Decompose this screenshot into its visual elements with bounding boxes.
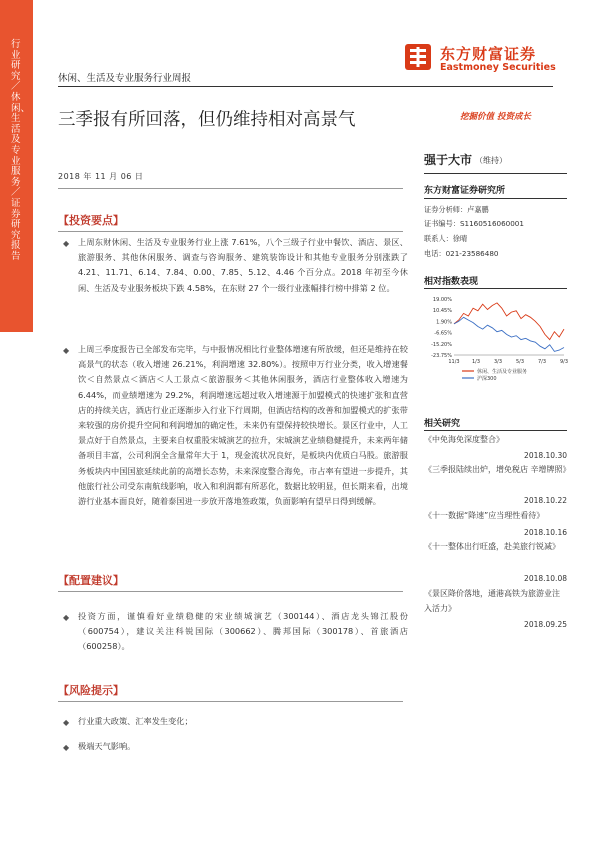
series-line-1 [454, 317, 564, 351]
related-report-title[interactable]: 《十一数据“降速”应当理性看待》 [424, 511, 545, 520]
logo-mark-icon [405, 42, 435, 72]
certificate-number: 证书编号：S1160516060001 [424, 219, 524, 228]
related-report-date: 2018.10.30 [524, 451, 567, 460]
x-tick-label: 7/3 [537, 359, 547, 365]
chart-section-divider [424, 288, 567, 289]
institute-divider [424, 198, 567, 199]
risk-item: 极端天气影响。 [78, 741, 136, 751]
chart-section-title: 相对指数表现 [424, 277, 479, 287]
related-section-divider [424, 430, 567, 431]
allocation-title: 【配置建议】 [58, 574, 124, 587]
contact-phone: 电话：021-23586480 [424, 249, 499, 258]
rating-sub: （维持） [475, 156, 507, 165]
section-divider [58, 701, 403, 702]
bullet-icon: ◆ [63, 718, 70, 727]
logo-text-en: Eastmoney Securities [440, 62, 556, 73]
related-report-title[interactable]: 《三季报陆续出炉，增免税店 辛增牌照》 [424, 465, 571, 474]
bullet-icon: ◆ [63, 239, 70, 248]
allocation-paragraph: 投资方面，谨慎看好业绩稳健的宋业绩城演艺（300144）、酒店龙头锦江股份（600754），建议关注科锐国际（300662）、腾邦国际（300178）、首旅酒店（600258）。 [78, 611, 408, 652]
section-divider [58, 591, 403, 592]
chart-svg [424, 295, 567, 395]
page-title: 三季报有所回落，但仍维持相对高景气 [58, 110, 356, 130]
x-tick-label: 3/3 [493, 359, 503, 365]
x-tick-label: 1/3 [471, 359, 481, 365]
risks-heading [58, 682, 403, 700]
y-tick-label: 1.90% [436, 319, 452, 326]
related-section-title: 相关研究 [424, 419, 461, 429]
report-type: 休闲、生活及专业服务行业周报 [58, 73, 192, 84]
key-point-paragraph: 上周三季度报告已全部发布完毕，与中报情况相比行业整体增速有所放缓，但还是维持在较高景气的状态（收入增速 26.21%，利润增速 32.80%）。按照申万行业分类，收入增速餐饮＜自然景点＜酒店＜人工景点＜旅游服务＜其他休闲服务，酒店行业整体收入增速为 6.44%，而业绩增速为 29.2%，利润增速远超过收入增速源于加盟模式的快速扩张和直营店的持续关店，酒店行业正逐渐步入行业下行周期，但酒店结构的改善和加盟模式的扩张带来较强的房价提升空间和利润增加的确定性，未来仍有望保持较快增长。景区行业中，人工景点好于自然景点，主要来自权重股宋城演艺的拉升，宋城演艺业绩稳健提升，未来两年储备项目丰富，公司利润全含量常年大于 1，现金流状况良好，是板块内优质白马股。旅游服务板块内中国国旅延续此前的高增长态势，未来深度整合海免，市占率有望进一步提升，其他旅行社公司受东南航线影响，收入和利润都有所恶化，数据比较明显，但长期来看，出境游行业基本面良好，随着泰国进一步放开落地签政策，负面影响有望早日得到缓解。 [78, 344, 408, 507]
related-report-title[interactable]: 《中免海免深度整合》 [424, 435, 504, 444]
related-report-title[interactable]: 《十一整体出行旺盛，赴美旅行锐减》 [424, 542, 560, 551]
related-report-title[interactable]: 《景区降价落地，通港高铁为旅游业注入活力》 [424, 589, 560, 613]
risks-title: 【风险提示】 [58, 684, 124, 697]
risk-item: 行业重大政策、汇率发生变化； [78, 716, 193, 726]
header-divider [58, 86, 553, 87]
logo-text-cn: 东方财富证券 [440, 45, 537, 63]
legend-label: 休闲、生活及专业服务 [477, 369, 528, 375]
bullet-icon: ◆ [63, 346, 70, 355]
date-divider [58, 188, 403, 189]
relative-index-chart [424, 295, 567, 395]
related-report-date: 2018.10.22 [524, 496, 567, 505]
institute-name: 东方财富证券研究所 [424, 186, 506, 196]
bullet-icon: ◆ [63, 613, 70, 622]
y-tick-label: -6.65% [434, 330, 452, 337]
legend-label: 沪深300 [477, 376, 497, 382]
rating-main: 强于大市 [424, 153, 473, 167]
key-point-paragraph: 上周东财休闲、生活及专业服务行业上涨 7.61%，八个三级子行业中餐饮、酒店、景区、旅游服务、其他休闲服务、调查与咨询服务、建筑装饰设计和其他专业服务分别涨跌了 4.21、11.71、6.14、7.84、0.00、7.85、5.12、4.46 个百分点。2018 年初至今休闲、生活及专业服务板块下跌 4.58%，在东财 27 个一级行业涨幅排行榜中排第 2 位。 [78, 237, 408, 293]
report-date: 2018 年 11 月 06 日 [58, 172, 144, 181]
analyst-name: 证券分析师：卢嘉鹏 [424, 205, 489, 214]
slogan: 挖掘价值 投资成长 [460, 112, 531, 122]
allocation-heading [58, 572, 403, 590]
bullet-icon: ◆ [63, 743, 70, 752]
y-tick-label: 10.45% [432, 308, 452, 315]
y-tick-label: -15.20% [431, 341, 452, 348]
x-tick-label: 5/3 [515, 359, 525, 365]
key-points-title: 【投资要点】 [58, 214, 124, 227]
related-report-date: 2018.09.25 [524, 620, 567, 629]
side-band [0, 0, 33, 332]
y-tick-label: 19.00% [432, 297, 452, 303]
key-points-heading [58, 212, 403, 230]
section-divider [58, 231, 403, 232]
related-report-date: 2018.10.08 [524, 574, 567, 583]
side-category-text: 行业研究／休闲、生活及专业服务／证券研究报告 [11, 39, 31, 262]
brand-logo [405, 42, 555, 78]
y-tick-label: -23.75% [431, 353, 452, 359]
x-tick-label: 11/3 [448, 359, 460, 365]
x-tick-label: 9/3 [559, 359, 569, 365]
related-report-date: 2018.10.16 [524, 528, 567, 537]
rating-divider [424, 173, 567, 174]
contact-name: 联系人：徐晴 [424, 234, 468, 243]
